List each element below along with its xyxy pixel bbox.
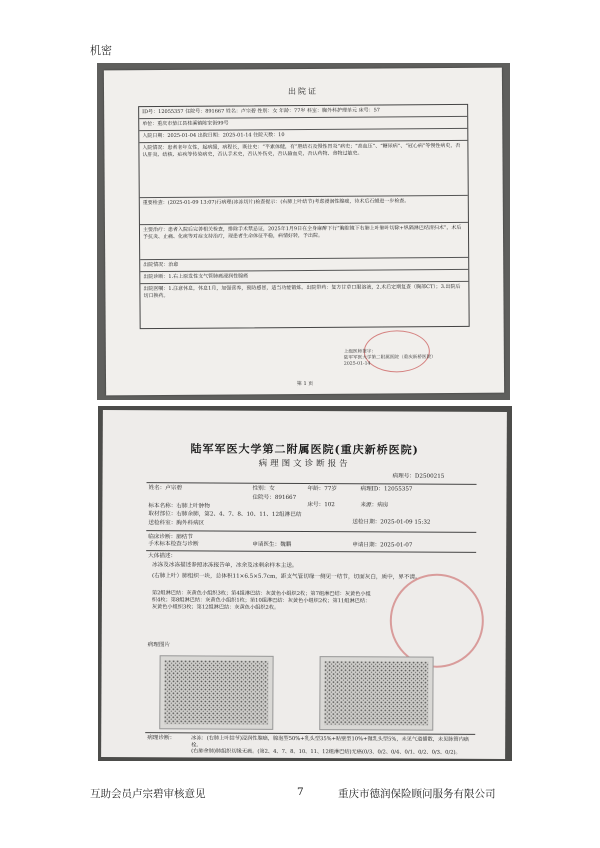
divider <box>146 530 476 533</box>
sample-source: 来源：病房 <box>360 502 389 509</box>
dates-row: 入院日期：2025-01-04 出院日期：2025-01-14 住院天数：10 <box>139 129 467 143</box>
discharge-table <box>138 104 470 329</box>
pathology-id: 病理ID：12055357 <box>360 486 413 493</box>
lymph-node-list: 第2组淋巴结：灰黄色小组织3枚；第4组淋巴结：灰黄色小组织2枚；第7组淋巴结：灰黄色小组织4枚；第8组淋巴结：灰黄色小组织1枚；第10组淋巴结：灰黄色小组织2枚；第11组淋巴结：灰黄色小组织3枚；第12组淋巴结：灰黄色小组织2枚。 <box>151 590 371 611</box>
admission-row: 入院情况：患者老年女性，起病缓，病程长，既往史：“平素体健，有“胆结石及慢性胃炎”病史；“高血压”、“糖尿病”、“冠心病”等慢性病史，否认肝炎、结核、疟疾等传染病史，否认手术史，否认外伤史，否认输血史，否认药物、食物过敏史。 <box>139 141 467 198</box>
gross-label: 大体描述： <box>148 553 177 560</box>
clinical-note: 手术标本检查与诊断 <box>148 541 199 548</box>
gross-text: 冰冻及冰冻描述参照冰冻报告单，冰余及冰剩余样本主送。 <box>152 562 298 569</box>
outcome-row: 出院情况：治愈 <box>140 258 468 272</box>
diagnosis-label: 病理诊断： <box>147 735 176 742</box>
clinical-diagnosis: 临床诊断：肺结节 <box>148 534 194 541</box>
discharge-date: 2025-01-14 <box>343 361 371 367</box>
discharge-certificate-photo <box>97 63 510 400</box>
diagnosis-row: 出院诊断：1.右上原发性支气管肺癌浸润性腺癌 <box>140 270 468 284</box>
divider <box>146 550 476 553</box>
treatment-row: 主要治疗：患者入院后完善相关检查，排除手术禁忌证，2025年1月9日在全身麻醉下行“胸腔镜下右肺上叶肺叶切除+纵隔淋巴结清扫术”，术后予抗炎、止痛、化痰等对症支持治疗，现患者生命体征平稳，病情好转，予出院。 <box>140 223 468 260</box>
pathology-image-label: 病理图片 <box>147 642 171 649</box>
diagnosis-lymph: (右肺余肺)肺组织切缘无癌。(第2、4、7、8、10、11、12组淋巴结)无癌(0/3、0/2、0/4、0/1、0/2、0/3、0/2)。 <box>191 748 461 756</box>
report-subtitle: 病理图文诊断报告 <box>258 458 351 470</box>
pathology-stamp <box>390 573 484 667</box>
report-hospital-title: 陆军军医大学第二附属医院(重庆新桥医院) <box>190 442 419 457</box>
advice-row: 出院医嘱：1.注意休息，休息1月，加强营养，预防感冒，适当功能锻炼。出院带药：复方甘草口服溶液，2.术后定期复查（胸部CT）；3.出院后切口换药。 <box>143 283 461 300</box>
microscopy-image-left <box>159 655 273 730</box>
patient-name: 姓名：卢宗碧 <box>148 485 183 492</box>
divider <box>147 482 477 485</box>
footer-page-number: 7 <box>297 786 304 798</box>
discharge-title: 出院证 <box>287 86 319 97</box>
signature-block <box>344 349 436 368</box>
patient-age: 年龄：77岁 <box>307 486 338 493</box>
patient-sex: 性别：女 <box>252 485 275 492</box>
address-row: 单位：重庆市垫江县桂溪镇陈家街99号 <box>139 117 467 131</box>
review-row: 重要检查：(2025-01-09 13:07)行病理(冰冻切片)检查提示：(右肺上叶结节)考虑浸润性腺癌，待术后石蜡进一步检查。 <box>140 196 468 225</box>
microscopy-texture <box>160 656 272 729</box>
gross-detail: (右肺上叶）肺组织一块，总体积11×6.5×5.7cm，距支气管切缘一侧见一结节，切面灰白，质中，界不清。 <box>152 573 421 581</box>
specimen-name: 标本名称：右肺上叶肿物 <box>148 503 210 510</box>
pathology-number: 病理号：D2500215 <box>392 473 445 480</box>
signer-label: 上级医师签字： <box>343 349 377 355</box>
footer-right: 重庆市德润保险顾问服务有限公司 <box>338 788 496 800</box>
pathology-report-photo <box>98 406 512 761</box>
department: 送检科室：胸外科病区 <box>148 520 205 527</box>
microscopy-image-right <box>319 656 433 731</box>
applying-doctor: 申请医生：魏鹏 <box>252 541 292 548</box>
pathology-sheet <box>101 410 507 759</box>
hospital-name: 陆军军医大学第二附属医院（重庆新桥医院） <box>343 355 436 361</box>
inpatient-number: 住院号：891667 <box>252 494 297 501</box>
bed-number: 床号：102 <box>307 502 335 509</box>
sampling-site: 取材部位：右肺余肺，第2、4、7、8、10、11、12组淋巴结 <box>148 511 302 518</box>
page-indicator: 第 1 页 <box>296 380 314 388</box>
diagnosis-text: 冰冻：(右肺上叶结节)浸润性腺癌，腺泡型50%+乳头型35%+贴壁型10%+微乳头型5%，未见气道播散，未见脉管内癌栓。 <box>191 735 470 748</box>
confidential-label: 机密 <box>90 44 112 57</box>
apply-date: 申请日期：2025-01-07 <box>352 542 413 549</box>
discharge-sheet <box>104 68 504 396</box>
microscopy-texture <box>320 657 432 730</box>
patient-id-row: ID号：12055357 住院号：891667 姓名：卢宗碧 性别：女 年龄：77岁 科室：胸外科护理单元 床号：57 <box>139 105 467 119</box>
footer-left: 互助会员卢宗碧审核意见 <box>90 788 206 800</box>
received-date: 送检日期：2025-01-09 15:32 <box>352 519 431 526</box>
